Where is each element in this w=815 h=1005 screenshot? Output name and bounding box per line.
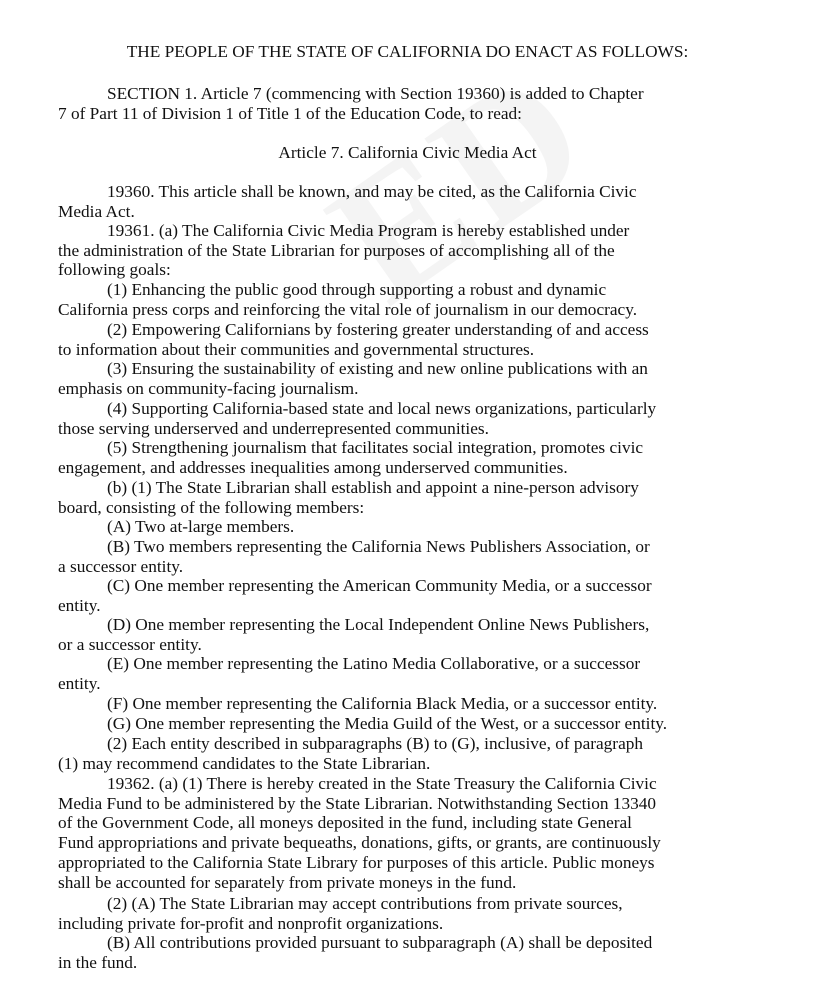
text-line: (1) may recommend candidates to the State Librarian. — [58, 753, 431, 773]
goal-4 — [58, 399, 744, 438]
text-line: 19361. (a) The California Civic Media Program is hereby established under — [107, 221, 630, 240]
text-line: shall be accounted for separately from private moneys in the fund. — [58, 872, 517, 892]
text-line: (A) Two at-large members. — [107, 517, 295, 536]
text-line: following goals: — [58, 260, 171, 280]
text-line: (2) Each entity described in subparagraphs (B) to (G), inclusive, of paragraph — [107, 734, 644, 753]
text-line: 19360. This article shall be known, and may be cited, as the California Civic — [107, 182, 637, 201]
member-a — [58, 517, 744, 537]
text-line: engagement, and addresses inequalities among underserved communities. — [58, 457, 568, 477]
section-19362-a — [58, 774, 744, 892]
contributions-a — [58, 894, 744, 933]
text-line: (2) Empowering Californians by fostering greater understanding of and access — [107, 320, 649, 339]
text-line: Media Act. — [58, 201, 135, 221]
section-19360 — [58, 182, 744, 221]
member-g — [58, 714, 744, 734]
text-line: of the Government Code, all moneys deposited in the fund, including state General — [58, 813, 632, 833]
text-line: (D) One member representing the Local Independent Online News Publishers, — [107, 615, 650, 634]
text-line: entity. — [58, 595, 101, 615]
text-line: (C) One member representing the American Community Media, or a successor — [107, 576, 652, 595]
contributions-b — [58, 933, 744, 972]
text-line: (2) (A) The State Librarian may accept contributions from private sources, — [107, 894, 623, 913]
article-title: Article 7. California Civic Media Act — [278, 143, 537, 162]
text-line: (4) Supporting California-based state and local news organizations, particularly — [107, 399, 657, 418]
goal-5 — [58, 438, 744, 477]
section-19361-a — [58, 221, 744, 280]
text-line: (G) One member representing the Media Guild of the West, or a successor entity. — [107, 714, 668, 733]
text-line: a successor entity. — [58, 556, 184, 576]
text-line: to information about their communities and governmental structures. — [58, 339, 535, 359]
member-e — [58, 654, 744, 693]
text-line: (1) Enhancing the public good through supporting a robust and dynamic — [107, 280, 607, 299]
text-line: 7 of Part 11 of Division 1 of Title 1 of the Education Code, to read: — [58, 103, 522, 123]
text-line: in the fund. — [58, 952, 138, 972]
text-line: Media Fund to be administered by the State Librarian. Notwithstanding Section 13340 — [58, 793, 657, 813]
text-line: (b) (1) The State Librarian shall establish and appoint a nine-person advisory — [107, 478, 639, 497]
member-d — [58, 615, 744, 654]
section-1-paragraph — [58, 84, 744, 123]
goal-1 — [58, 280, 744, 319]
text-line: (B) All contributions provided pursuant to subparagraph (A) shall be deposited — [107, 933, 653, 952]
text-line: (F) One member representing the California Black Media, or a successor entity. — [107, 694, 658, 713]
text-line: appropriated to the California State Library for purposes of this article. Public moneys — [58, 852, 655, 872]
member-c — [58, 576, 744, 615]
member-f — [58, 694, 744, 714]
text-line: the administration of the State Librarian for purposes of accomplishing all of the — [58, 240, 615, 260]
text-line: (E) One member representing the Latino Media Collaborative, or a successor — [107, 654, 641, 673]
text-line: (3) Ensuring the sustainability of existing and new online publications with an — [107, 359, 648, 378]
text-line: 19362. (a) (1) There is hereby created in the State Treasury the California Civic — [107, 774, 657, 793]
text-line: those serving underserved and underrepresented communities. — [58, 418, 489, 438]
text-line: emphasis on community-facing journalism. — [58, 378, 359, 398]
text-line: SECTION 1. Article 7 (commencing with Section 19360) is added to Chapter — [107, 84, 644, 103]
goal-3 — [58, 359, 744, 398]
text-line: (5) Strengthening journalism that facilitates social integration, promotes civic — [107, 438, 644, 457]
text-line: (B) Two members representing the California News Publishers Association, or — [107, 537, 650, 556]
enacting-clause: THE PEOPLE OF THE STATE OF CALIFORNIA DO ENACT AS FOLLOWS: — [126, 42, 689, 61]
member-b — [58, 537, 744, 576]
text-line: entity. — [58, 673, 101, 693]
text-line: board, consisting of the following members: — [58, 497, 365, 517]
text-line: including private for-profit and nonprofit organizations. — [58, 913, 444, 933]
text-line: California press corps and reinforcing the vital role of journalism in our democracy. — [58, 299, 638, 319]
goal-2 — [58, 320, 744, 359]
text-line: Fund appropriations and private bequeaths, donations, gifts, or grants, are continuously — [58, 833, 661, 853]
section-19361-b — [58, 478, 744, 517]
recommend-candidates — [58, 734, 744, 773]
text-line: or a successor entity. — [58, 634, 202, 654]
